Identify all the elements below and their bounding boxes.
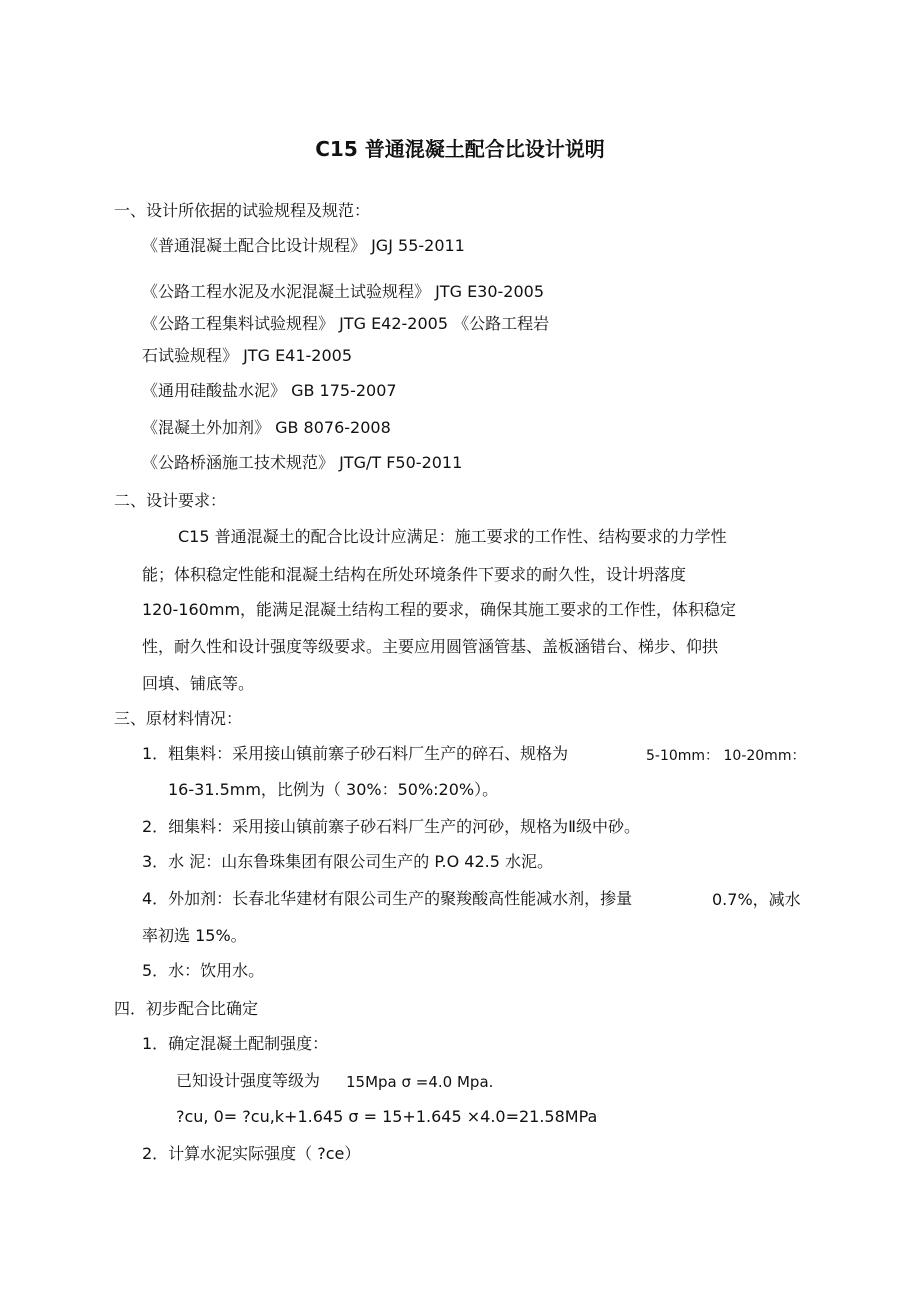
paragraph-line: C15 普通混凝土的配合比设计应满足：施工要求的工作性、结构要求的力学性 (178, 527, 727, 546)
material-item-fine-aggregate: 2．细集料：采用接山镇前寨子砂石料厂生产的河砂，规格为Ⅱ级中砂。 (142, 817, 641, 836)
section-3-heading: 三、原材料情况： (114, 709, 243, 728)
reference-line: 《公路工程水泥及水泥混凝土试验规程》 JTG E30-2005 (142, 282, 545, 301)
reference-line: 《普通混凝土配合比设计规程》 JGJ 55-2011 (142, 236, 465, 255)
step-design-strength: 1．确定混凝土配制强度： (142, 1034, 329, 1053)
reference-line: 《通用硅酸盐水泥》 GB 175-2007 (142, 381, 397, 400)
paragraph-line: 性，耐久性和设计强度等级要求。主要应用圆管涵管基、盖板涵错台、梯步、仰拱 (142, 637, 719, 656)
known-strength-label: 已知设计强度等级为 (176, 1071, 321, 1090)
reference-line: 《混凝土外加剂》 GB 8076-2008 (142, 418, 391, 437)
document-title: C15 普通混凝土配合比设计说明 (315, 137, 605, 161)
section-2-heading: 二、设计要求： (114, 491, 227, 510)
admixture-reduction-rate: 率初选 15%。 (142, 926, 247, 945)
section-1-heading: 一、设计所依据的试验规程及规范： (114, 201, 371, 220)
paragraph-line: 能；体积稳定性能和混凝土结构在所处环境条件下要求的耐久性，设计坍落度 (142, 565, 687, 584)
material-item-admixture: 4．外加剂：长春北华建材有限公司生产的聚羧酸高性能减水剂，掺量 (142, 889, 633, 908)
reference-line: 《公路桥涵施工技术规范》 JTG/T F50-2011 (142, 453, 463, 472)
coarse-aggregate-ratio: 16-31.5mm，比例为（ 30%：50%:20%）。 (168, 780, 499, 799)
step-cement-strength: 2．计算水泥实际强度（ ?ce） (142, 1144, 361, 1163)
material-item-water: 5．水：饮用水。 (142, 961, 265, 980)
paragraph-line: 120-160mm，能满足混凝土结构工程的要求，确保其施工要求的工作性，体积稳定 (142, 600, 737, 619)
strength-formula: ?cu, 0= ?cu,k+1.645 σ = 15+1.645 ×4.0=21.58MPa (176, 1107, 598, 1126)
section-4-heading: 四．初步配合比确定 (114, 999, 259, 1018)
paragraph-line: 回填、铺底等。 (142, 674, 255, 693)
material-item-coarse-aggregate: 1．粗集料：采用接山镇前寨子砂石料厂生产的碎石、规格为 (142, 744, 569, 763)
reference-line: 石试验规程》 JTG E41-2005 (142, 346, 353, 365)
known-strength-value: 15Mpa σ =4.0 Mpa. (346, 1073, 494, 1091)
reference-line: 《公路工程集料试验规程》 JTG E42-2005 《公路工程岩 (142, 314, 550, 333)
admixture-dosage: 0.7%，减水 (712, 890, 801, 909)
material-item-cement: 3．水 泥：山东鲁珠集团有限公司生产的 P.O 42.5 水泥。 (142, 852, 553, 871)
coarse-aggregate-spec: 5-10mm： 10-20mm： (646, 748, 806, 764)
